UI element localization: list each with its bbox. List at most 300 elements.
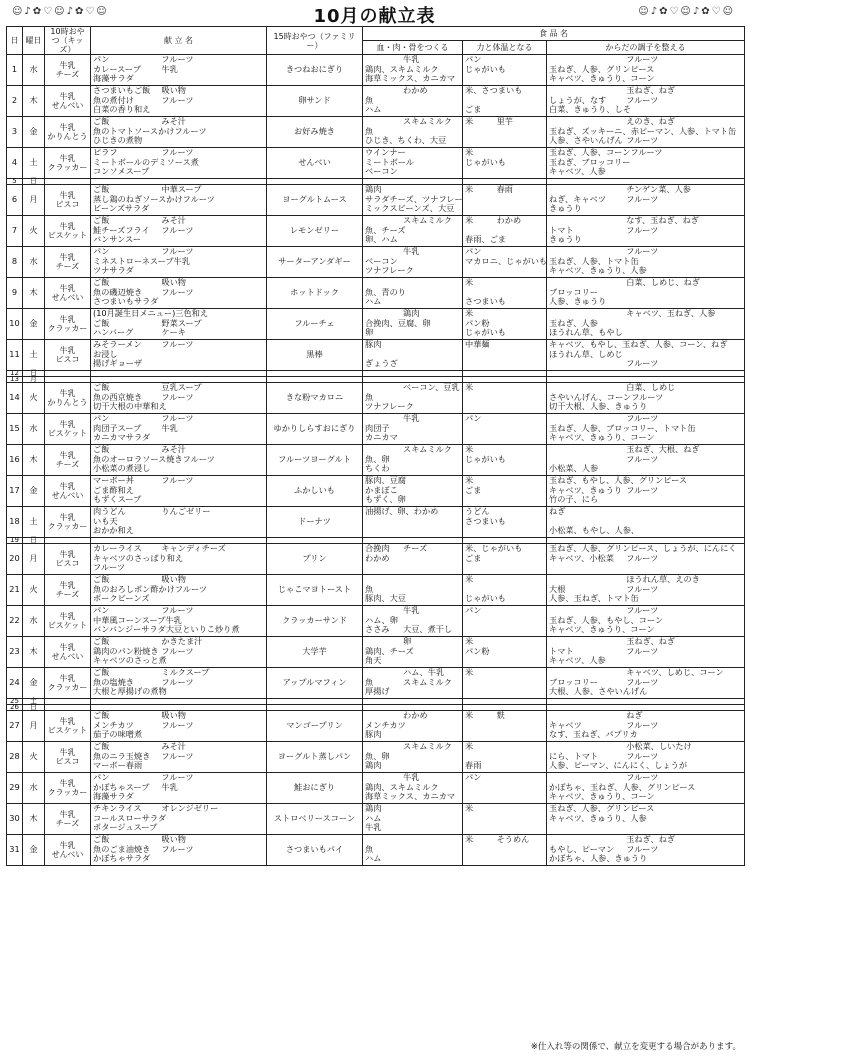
yellow-food-text-2 — [497, 526, 544, 536]
yellow-food-text-2 — [497, 814, 544, 824]
red-food-text: 魚、チーズ — [365, 224, 406, 235]
yellow-foods-cell — [463, 445, 547, 476]
red-food-text-2 — [403, 814, 460, 824]
table-row — [7, 668, 745, 699]
menu-text: フルーツ — [93, 562, 126, 572]
red-foods-cell — [363, 414, 463, 445]
weekday-cell: 木 — [23, 86, 45, 117]
yellow-food-text — [465, 204, 497, 214]
yellow-food-text — [465, 656, 497, 666]
snack10-cell — [45, 309, 91, 340]
yellow-food-line — [465, 185, 544, 195]
menu-text: ご飯 — [93, 444, 110, 454]
green-food-line — [549, 495, 742, 505]
menu-text-2: かきたま汁 — [161, 636, 203, 646]
red-food-line — [365, 687, 460, 697]
green-foods-cell — [547, 148, 745, 179]
red-foods-cell — [363, 544, 463, 575]
menu-text: ごま酢和え — [93, 484, 134, 495]
green-food-line — [549, 554, 742, 564]
day-cell: 3 — [7, 117, 23, 148]
green-food-text-2 — [647, 266, 763, 276]
green-food-text: 人参、玉ねぎ、トマト缶 — [549, 593, 639, 603]
red-food-text: 牛乳 — [365, 822, 382, 832]
col-weekday: 曜日 — [23, 27, 45, 55]
red-food-text: 鶏肉、チーズ — [365, 645, 414, 656]
menu-text-2: フルーツ — [161, 147, 194, 157]
yellow-food-text-2 — [497, 656, 544, 666]
col-ingredients: 食 品 名 — [363, 27, 745, 41]
menu-text-2: キャンディチーズ — [161, 543, 226, 553]
snack10-cell — [45, 148, 91, 179]
menu-cell — [91, 606, 267, 637]
yellow-food-text-2: そうめん — [496, 834, 530, 844]
snack10-cell — [45, 117, 91, 148]
green-food-text: 玉ねぎ、人参、もやし、コーン — [549, 614, 664, 625]
menu-line — [93, 507, 264, 517]
red-food-text-2 — [403, 656, 460, 666]
menu-text-2: ミルクスープ — [161, 667, 210, 677]
green-food-text-2 — [663, 616, 779, 626]
day-cell: 2 — [7, 86, 23, 117]
green-food-text: ほうれん草、しめじ — [549, 348, 623, 359]
green-foods-cell — [547, 309, 745, 340]
green-food-text-2: フルーツ — [626, 645, 659, 656]
menu-text: パン — [93, 54, 110, 64]
weekday-cell: 木 — [23, 637, 45, 668]
green-food-text-2 — [626, 297, 742, 307]
green-foods-cell — [547, 117, 745, 148]
red-food-text: ハム — [365, 296, 382, 306]
red-food-text: ハム、卵 — [365, 614, 398, 625]
green-food-text: 玉ねぎ、人参、グリンピース、しょうが、にんにく — [549, 543, 737, 553]
snack15-cell: ホットドック — [267, 278, 363, 309]
menu-text: ご飯 — [93, 741, 110, 751]
snack10-line: 牛乳 — [59, 673, 76, 683]
green-food-text-2 — [655, 74, 771, 84]
menu-text-2 — [161, 350, 264, 360]
snack15-cell: さつまいもパイ — [267, 835, 363, 866]
red-food-line — [365, 526, 460, 536]
day-cell: 8 — [7, 247, 23, 278]
red-food-text: ミックスビーンズ、大豆 — [365, 203, 455, 213]
yellow-food-line — [465, 266, 544, 276]
menu-text-2 — [161, 517, 264, 527]
table-row — [7, 278, 745, 309]
red-food-text: 角天 — [365, 655, 382, 665]
red-food-text: 鶏肉 — [365, 184, 382, 194]
menu-text: 肉うどん — [93, 506, 126, 516]
yellow-food-text-2 — [497, 606, 544, 616]
menu-cell — [91, 804, 267, 835]
yellow-food-line — [465, 526, 544, 536]
red-food-text-2 — [403, 730, 460, 740]
yellow-foods-cell — [463, 606, 547, 637]
menu-text-2: 吸い物 — [161, 85, 186, 95]
yellow-food-text: 米 — [465, 116, 474, 126]
weekday-cell: 日 — [23, 705, 45, 711]
green-food-text-2 — [639, 594, 755, 604]
yellow-food-text — [465, 616, 497, 626]
day-cell: 22 — [7, 606, 23, 637]
snack10-line: 牛乳 — [59, 122, 76, 132]
red-food-text-2: 牛乳 — [403, 605, 420, 615]
menu-text: ご飯 — [93, 116, 110, 126]
red-food-line — [365, 105, 460, 115]
red-food-text: 豚肉 — [365, 729, 382, 739]
yellow-food-text — [465, 563, 497, 573]
green-food-text-2 — [647, 854, 763, 864]
yellow-food-text: さつまいも — [465, 515, 506, 526]
menu-text: 鶏肉のパン粉焼き — [93, 645, 159, 656]
green-food-text: 大根 — [549, 583, 566, 594]
yellow-food-text-2 — [497, 433, 544, 443]
menu-text-2: 吸い物 — [161, 574, 186, 584]
green-food-text-2 — [727, 340, 843, 350]
green-food-text-2: 玉ねぎ、大根、ねぎ — [626, 444, 700, 454]
yellow-food-line — [465, 804, 544, 814]
yellow-food-text — [465, 402, 497, 412]
red-food-text: 合挽肉 — [365, 543, 390, 553]
snack10-line: かりんとう — [47, 132, 88, 141]
yellow-foods-cell — [463, 575, 547, 606]
snack10-line: ビスコ — [55, 355, 80, 364]
red-food-text-2 — [403, 761, 460, 771]
snack10-line: クラッカー — [47, 522, 88, 531]
red-food-text-2 — [403, 804, 460, 814]
red-food-text: 豚肉、大豆 — [365, 593, 406, 603]
red-food-text: メンチカツ — [365, 719, 406, 730]
green-food-text — [549, 563, 626, 573]
green-food-text-2 — [626, 517, 742, 527]
yellow-food-text-2 — [497, 195, 544, 205]
menu-text-2: フルーツ — [161, 645, 194, 656]
menu-text-2: みそ汁 — [161, 444, 186, 454]
yellow-foods-cell — [463, 804, 547, 835]
green-food-text-2: フルーツ — [626, 193, 659, 204]
red-food-text-2: スキムミルク — [403, 676, 452, 687]
yellow-foods-cell — [463, 773, 547, 804]
yellow-food-line — [465, 158, 544, 168]
yellow-food-line — [465, 814, 544, 824]
yellow-food-text-2 — [497, 383, 544, 393]
green-food-text-2 — [647, 687, 763, 697]
menu-cell — [91, 445, 267, 476]
table-row — [7, 148, 745, 179]
snack15-cell: アップルマフィン — [267, 668, 363, 699]
yellow-food-line — [465, 433, 544, 443]
green-foods-cell — [547, 278, 745, 309]
menu-text-2: みそ汁 — [161, 215, 186, 225]
menu-text-2 — [161, 854, 264, 864]
weekday-cell: 土 — [23, 507, 45, 538]
yellow-food-text-2 — [506, 235, 553, 245]
red-food-text-2 — [403, 105, 460, 115]
day-cell: 12 — [7, 371, 23, 377]
menu-line — [93, 625, 264, 635]
red-food-line — [365, 297, 460, 307]
menu-text-2 — [161, 297, 264, 307]
menu-text: ご飯 — [93, 382, 110, 392]
menu-cell — [91, 148, 267, 179]
menu-text: ポタージュスープ — [93, 822, 158, 832]
red-food-text: 厚揚げ — [365, 686, 390, 696]
menu-text: 魚のおろしポン酢かけ — [93, 583, 175, 594]
green-food-text-2: フルーツ — [626, 358, 659, 368]
yellow-food-text-2 — [497, 414, 544, 424]
table-row — [7, 544, 745, 575]
red-food-text-2 — [403, 575, 460, 585]
red-food-text-2: 大豆、煮干し — [403, 624, 453, 634]
green-food-text-2 — [626, 288, 742, 298]
red-food-text-2: 鶏肉 — [403, 308, 420, 318]
red-food-text: 鶏肉、スキムミルク — [365, 781, 439, 792]
green-foods-cell — [547, 507, 745, 538]
yellow-food-text-2 — [497, 783, 544, 793]
table-row — [7, 340, 745, 371]
red-food-text: 魚 — [365, 843, 374, 854]
menu-text-2 — [161, 823, 264, 833]
red-foods-cell — [363, 476, 463, 507]
menu-line — [93, 136, 264, 146]
menu-text-2 — [161, 105, 264, 115]
menu-text: 海藻サラダ — [93, 73, 134, 83]
yellow-food-text — [465, 678, 497, 688]
menu-text-2 — [161, 204, 264, 214]
yellow-food-text — [465, 814, 497, 824]
yellow-food-line — [465, 105, 544, 115]
snack10-line: せんべい — [51, 491, 84, 500]
red-foods-cell — [363, 711, 463, 742]
weekday-cell: 木 — [23, 278, 45, 309]
snack10-line: 牛乳 — [59, 388, 76, 398]
green-food-text-2: フルーツ — [630, 147, 663, 157]
yellow-food-text-2 — [497, 74, 544, 84]
yellow-food-line — [465, 678, 544, 688]
green-foods-cell — [547, 575, 745, 606]
menu-text: 白菜の香り和え — [93, 104, 151, 114]
green-food-text-2 — [639, 257, 755, 267]
yellow-food-text — [465, 721, 497, 731]
snack10-line: 牛乳 — [59, 450, 76, 460]
weekday-cell: 土 — [23, 699, 45, 705]
snack10-cell — [45, 637, 91, 668]
green-food-text-2: フルーツ — [626, 135, 659, 145]
weekday-cell: 水 — [23, 414, 45, 445]
menu-text-2: 豆乳スープ — [161, 382, 202, 392]
menu-text: 蒸し鶏のねぎソースかけ — [93, 193, 183, 204]
green-food-text: キャベツ、小松菜 — [549, 552, 614, 563]
yellow-food-text: じゃがいも — [465, 327, 506, 337]
green-food-line — [549, 136, 742, 146]
green-food-text-2: フルーツ — [626, 54, 659, 64]
menu-cell — [91, 742, 267, 773]
red-food-text: わかめ — [365, 552, 390, 563]
yellow-food-line — [465, 167, 544, 177]
yellow-food-line — [465, 495, 544, 505]
menu-text: 切干大根の中華和え — [93, 401, 167, 411]
menu-text: マーボー春雨 — [93, 760, 143, 770]
menu-text-2: フルーツ — [161, 676, 194, 687]
yellow-food-line — [465, 414, 544, 424]
green-food-text: 大根、人参、さやいんげん — [549, 686, 648, 696]
red-food-text: 魚 — [365, 391, 374, 402]
menu-text-2: みそ汁 — [161, 741, 186, 751]
menu-text: 中華風コーンスープ — [93, 614, 166, 625]
yellow-food-text: 米 — [465, 834, 474, 844]
yellow-food-text-2 — [497, 204, 544, 214]
red-food-text-2: わかめ — [403, 85, 428, 95]
red-food-text-2 — [403, 278, 460, 288]
snack10-line: チーズ — [55, 819, 80, 828]
yellow-food-text-2: 春雨 — [496, 184, 513, 194]
menu-text: メンチカツ — [93, 719, 134, 730]
table-row — [7, 383, 745, 414]
yellow-food-text-2 — [497, 495, 544, 505]
menu-text-2: フルーツ — [161, 286, 194, 297]
snack10-line: 牛乳 — [59, 481, 76, 491]
green-food-text-2 — [626, 656, 742, 666]
yellow-food-text-2 — [506, 517, 553, 527]
red-food-text-2 — [403, 517, 460, 527]
red-food-text: ハム — [365, 812, 382, 823]
menu-text: パン — [93, 605, 110, 615]
red-food-line — [365, 594, 460, 604]
yellow-foods-cell — [463, 278, 547, 309]
menu-text-2: オレンジゼリー — [161, 803, 219, 813]
day-cell: 20 — [7, 544, 23, 575]
green-food-text: 玉ねぎ、人参、ブロッコリー、トマト缶 — [549, 422, 696, 433]
yellow-food-text: 米 — [465, 444, 474, 454]
green-food-text-2 — [626, 495, 742, 505]
green-food-line — [549, 563, 742, 573]
snack10-cell — [45, 340, 91, 371]
green-food-text — [549, 823, 626, 833]
green-foods-cell — [547, 247, 745, 278]
yellow-food-text — [465, 350, 497, 360]
red-food-text-2 — [403, 297, 460, 307]
green-food-text: 玉ねぎ、人参、コーン — [549, 147, 631, 157]
yellow-food-line — [465, 773, 544, 783]
red-food-text-2 — [403, 96, 460, 106]
menu-text-2: フルーツ — [161, 224, 194, 235]
red-foods-cell — [363, 216, 463, 247]
green-food-text-2 — [626, 319, 742, 329]
yellow-food-text-2 — [497, 742, 544, 752]
menu-line — [93, 594, 264, 604]
snack10-line: チーズ — [55, 590, 80, 599]
menu-text: 魚のごま油焼き — [93, 843, 151, 854]
table-row — [7, 414, 745, 445]
menu-text: ご飯 — [93, 636, 110, 646]
yellow-food-text — [465, 74, 497, 84]
green-foods-cell — [547, 340, 745, 371]
red-food-line — [365, 761, 460, 771]
red-food-text: ハム — [365, 104, 382, 114]
snack10-line: せんべい — [51, 850, 84, 859]
yellow-food-text-2 — [506, 158, 553, 168]
red-foods-cell — [363, 507, 463, 538]
red-food-text: 豚肉 — [365, 339, 382, 349]
yellow-food-text: ごま — [465, 552, 482, 563]
red-food-text-2 — [403, 350, 460, 360]
red-food-text: 魚、卵 — [365, 453, 390, 464]
green-food-text: 人参、ピーマン、にんにく、しょうが — [549, 760, 688, 770]
green-food-line — [549, 266, 742, 276]
menu-cell — [91, 507, 267, 538]
yellow-food-text — [465, 625, 497, 635]
menu-text: コールスローサラダ — [93, 812, 167, 823]
day-cell: 16 — [7, 445, 23, 476]
red-food-line — [365, 74, 460, 84]
green-food-text-2 — [687, 476, 803, 486]
menu-text-2: フルーツ — [161, 605, 194, 615]
menu-line — [93, 761, 264, 771]
yellow-foods-cell — [463, 414, 547, 445]
yellow-food-line — [465, 594, 544, 604]
red-food-text: 油揚げ、卵、わかめ — [365, 506, 439, 516]
weekday-cell: 水 — [23, 773, 45, 804]
weekday-cell: 木 — [23, 804, 45, 835]
menu-text: ご飯 — [93, 215, 110, 225]
red-food-text-2 — [403, 526, 460, 536]
menu-text: 魚のニラ玉焼き — [93, 750, 151, 761]
menu-text: ご飯 — [93, 184, 110, 194]
menu-text-2: フルーツ — [182, 193, 215, 204]
menu-text: ご飯 — [93, 710, 110, 720]
green-food-text: キャベツ、きゅうり、コーン — [549, 791, 655, 801]
menu-text: 魚の西京焼き — [93, 391, 143, 402]
green-food-text: キャベツ、きゅうり — [549, 484, 623, 495]
green-foods-cell — [547, 383, 745, 414]
yellow-food-text — [465, 393, 497, 403]
snack10-cell — [45, 445, 91, 476]
red-food-text: 海草ミックス、カニカマ — [365, 791, 456, 801]
red-food-line — [365, 563, 460, 573]
green-food-text: ブロッコリー — [549, 676, 598, 687]
yellow-food-text: 春雨、ごま — [465, 234, 506, 244]
red-food-text: もずく、卵 — [365, 494, 406, 504]
menu-line — [93, 433, 264, 443]
yellow-food-text: 米 — [465, 475, 474, 485]
yellow-food-line — [465, 74, 544, 84]
red-food-text: ささみ — [365, 624, 390, 634]
menu-text: さつまいもサラダ — [93, 296, 159, 306]
snack15-cell: きな粉マカロニ — [267, 383, 363, 414]
red-food-text: 魚 — [365, 583, 374, 594]
snack10-line: ビスケット — [47, 621, 88, 630]
yellow-food-text — [465, 792, 497, 802]
menu-text: ご飯 — [93, 574, 110, 584]
menu-line — [93, 563, 264, 573]
snack10-line: チーズ — [55, 70, 80, 79]
menu-text: バンバンジーサラダ — [93, 624, 166, 634]
green-food-text-2: フルーツ — [626, 224, 659, 235]
red-food-text: 鶏肉 — [365, 803, 382, 813]
menu-text-2: フルーツ — [161, 54, 194, 64]
yellow-food-text-2 — [497, 721, 544, 731]
weekday-cell: 金 — [23, 835, 45, 866]
red-food-text: ベーコン — [365, 166, 398, 176]
red-food-text-2 — [403, 823, 460, 833]
green-foods-cell — [547, 773, 745, 804]
yellow-food-text — [465, 464, 497, 474]
yellow-food-text: 米 — [465, 215, 474, 225]
footnote: ※仕入れ等の関係で、献立を変更する場合があります。 — [530, 1042, 741, 1052]
yellow-food-text: マカロニ、じゃがいも — [465, 255, 548, 266]
red-food-text: 魚 — [365, 676, 374, 687]
day-cell: 23 — [7, 637, 23, 668]
